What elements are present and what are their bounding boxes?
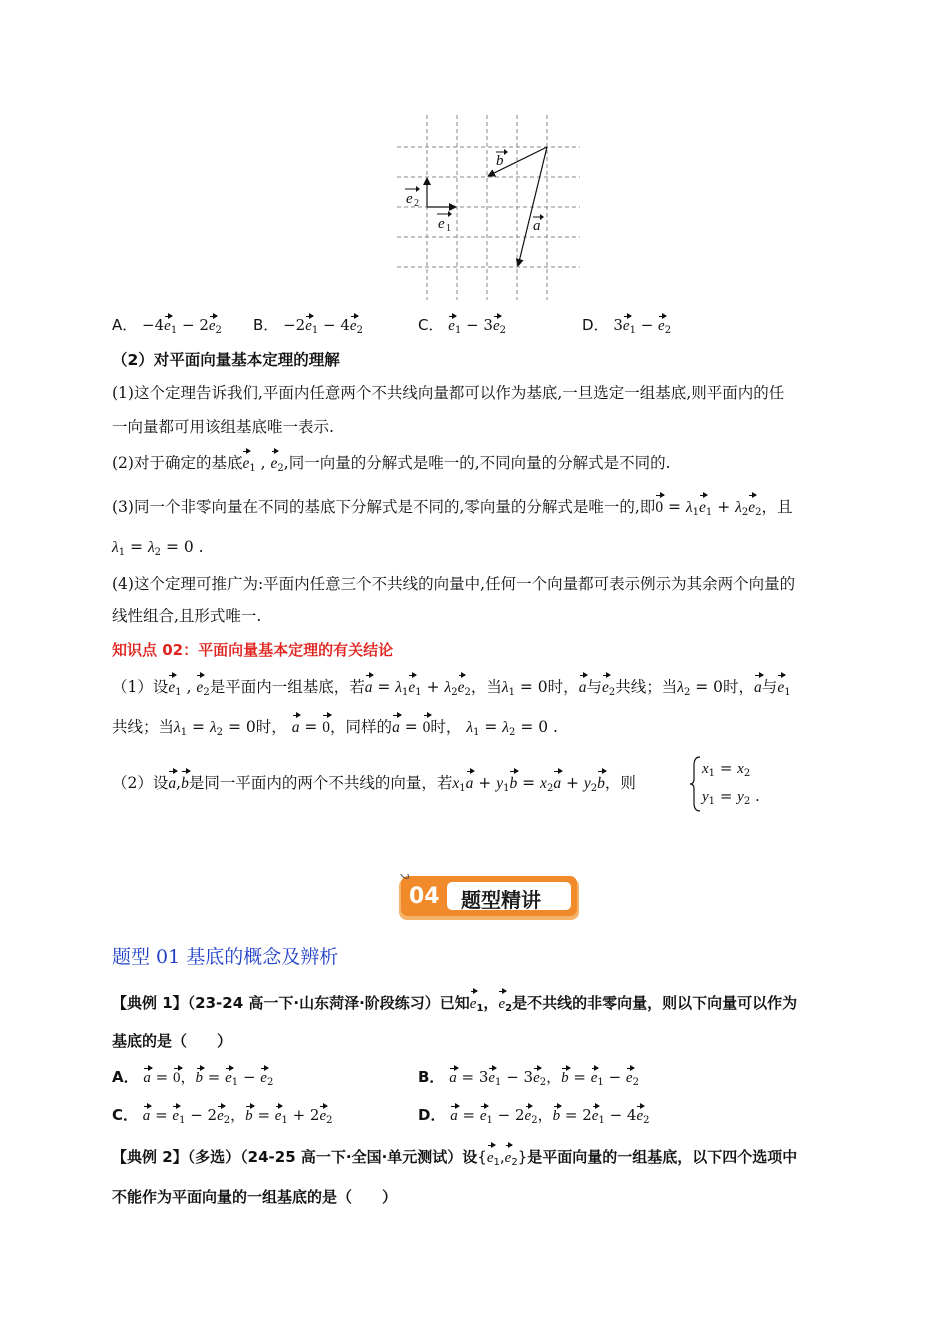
option-a[interactable]: A． $-4e_1 - 2e_2$ — [112, 316, 222, 336]
example-2-line: 不能作为平面向量的一组基底的是（ ） — [112, 1188, 398, 1206]
example-2-line: 【典例 2】（多选）（24-25 高一下·全国·单元测试）设$\{e_1,e_2\}$是平面向量的一组基底，以下四个选项中 — [112, 1148, 798, 1168]
banner-title: 题型精讲 — [461, 888, 541, 912]
option-b[interactable]: B． $-2e_1 - 4e_2$ — [253, 316, 363, 336]
paragraph: 一向量都可用该组基底唯一表示. — [112, 418, 334, 436]
equation-system: $x_1 = x_2$ $y_1 = y_2$ . — [690, 755, 770, 813]
paragraph: $\lambda_1 = \lambda_2 = 0$ . — [112, 538, 204, 558]
ex1-option-d[interactable]: D． $a = e_1 - 2e_2$，$b = 2e_1 - 4e_2$ — [418, 1106, 650, 1126]
ex1-option-b[interactable]: B． $a = 3e_1 - 3e_2$，$b = e_1 - e_2$ — [418, 1068, 639, 1088]
paragraph: (4)这个定理可推广为:平面内任意三个不共线的向量中,任何一个向量都可表示例示为其余两个向量的 — [112, 575, 796, 593]
ex1-option-a[interactable]: A． a = 0，$b = e_1 - e_2$ — [112, 1068, 274, 1088]
grid-lines — [397, 115, 580, 300]
label-b: b — [496, 153, 504, 169]
knowledge-point-title: 知识点 02：平面向量基本定理的有关结论 — [112, 641, 394, 659]
label-e1: e — [438, 216, 445, 232]
svg-text:1: 1 — [446, 223, 451, 234]
label-a: a — [533, 218, 541, 234]
label-e2: e — [406, 191, 413, 207]
vector-a — [518, 147, 547, 266]
paragraph: (3)同一个非零向量在不同的基底下分解式是不同的,零向量的分解式是唯一的,即$0 = \lambda_1e_1 + \lambda_2e_2$，且 — [112, 498, 793, 518]
example-1-line: 基底的是（ ） — [112, 1032, 233, 1050]
paragraph: 共线；当$\lambda_1 = \lambda_2 = 0$时， a = 0，同样的a = 0时， $\lambda_1 = \lambda_2 = 0$ . — [112, 718, 558, 738]
example-1-line: 【典例 1】（23-24 高一下·山东菏泽·阶段练习）已知$e_1$，$e_2$是不共线的非零向量，则以下向量可以作为 — [112, 994, 798, 1014]
paragraph: (2)对于确定的基底$e_1$ , $e_2$,同一向量的分解式是唯一的,不同向量的分解式是不同的. — [112, 454, 671, 474]
ex1-option-c[interactable]: C． $a = e_1 - 2e_2$，$b = e_1 + 2e_2$ — [112, 1106, 333, 1126]
paragraph: (1)这个定理告诉我们,平面内任意两个不共线向量都可以作为基底,一旦选定一组基底,则平面内的任 — [112, 384, 785, 402]
type-title: 题型 01 基底的概念及辨析 — [112, 946, 339, 968]
vector-grid-figure — [390, 110, 590, 305]
paragraph: 线性组合,且形式唯一. — [112, 607, 262, 625]
section-banner — [397, 874, 581, 922]
paragraph: （2）设a,b是同一平面内的两个不共线的向量，若$x_1a + y_1b = x_2a + y_2b$，则 — [112, 774, 636, 794]
left-brace — [690, 755, 702, 813]
paragraph: （1）设$e_1$ , $e_2$是平面内一组基底，若$a = \lambda_1e_1 + \lambda_2e_2$，当$\lambda_1 = 0$时，a与$e_2$共线；当$\lambda_2 = 0$时，a与$e_1$ — [112, 678, 791, 698]
banner-number: 04 — [409, 884, 440, 909]
section-heading: （2）对平面向量基本定理的理解 — [112, 351, 340, 369]
option-c[interactable]: C． $e_1 - 3e_2$ — [418, 316, 507, 336]
option-d[interactable]: D． $3e_1 - e_2$ — [582, 316, 672, 336]
svg-text:2: 2 — [414, 198, 419, 209]
